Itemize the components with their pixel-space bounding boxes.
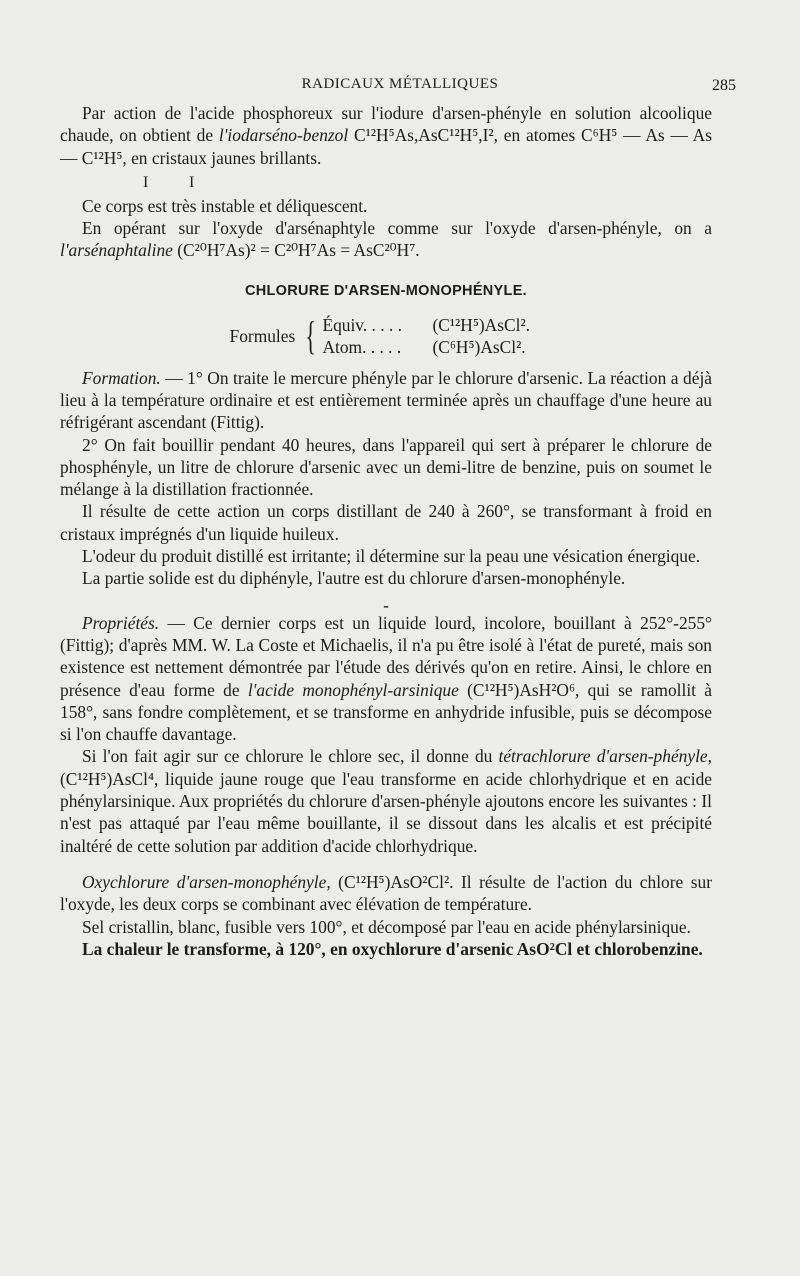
formula-kind: Équiv. . . . .	[322, 315, 402, 336]
text: C¹²H⁵As,AsC¹²H⁵,I², en atomes C⁶H⁵ — As — As — C¹²H⁵, en cristaux jaunes brillants.	[60, 125, 712, 168]
formula-value: (C¹²H⁵)AsCl².	[432, 315, 531, 336]
text: (C²⁰H⁷As)² = C²⁰H⁷As = AsC²⁰H⁷.	[172, 240, 420, 261]
compound-name: tétrachlorure d'arsen-phényle	[498, 746, 708, 767]
page-body	[60, 102, 712, 960]
iodine-label: I	[143, 173, 149, 191]
formula-row-equiv	[322, 314, 582, 336]
formation-label: Formation.	[82, 367, 161, 388]
text: — Ce dernier corps est un liquide lourd, incolore, bouillant à 252°-255° (Fittig); d'après MM. W. La Coste et Michaelis, il n'a pu être isolé à l'état de pureté, mais son existence est nettement démontrée par l'étude des dérivés qu'on en retire. Ainsi, le chlore en présence d'eau forme de	[60, 612, 712, 700]
running-head: RADICAUX MÉTALLIQUES	[301, 76, 499, 92]
text: En opérant sur l'oxyde d'arsénaphtyle comme sur l'oxyde d'arsen-phényle, on a	[82, 218, 712, 239]
text: Si l'on fait agir sur ce chlorure le chlore sec, il donne du	[82, 746, 499, 767]
text: Par action de l'acide phosphoreux sur l'iodure d'arsen-phényle en solution alcoolique chaude, on obtient de	[60, 103, 712, 146]
page-number: 285	[712, 77, 736, 94]
paragraph-instability: Ce corps est très instable et déliquescent.	[82, 195, 368, 216]
formulas-label: Formules	[229, 326, 296, 347]
formula-value: (C⁶H⁵)AsCl².	[432, 337, 526, 358]
paragraph-oxychloride-1	[60, 871, 712, 916]
text: — 1° On traite le mercure phényle par le chlorure d'arsenic. La réaction a déjà lieu à la température ordinaire et est entièrement terminée après un chauffage d'une heure au réfrigérant ascendant (Fittig).	[60, 367, 712, 433]
formula-row-atom	[322, 336, 582, 358]
paragraph-properties-2	[60, 745, 712, 856]
iodine-label: I	[189, 173, 195, 191]
paragraph-formation-3: Il résulte de cette action un corps distillant de 240 à 260°, se transformant à froid en cristaux imprégnés d'un liquide huileux.	[60, 501, 712, 544]
paragraph-formation-4: L'odeur du produit distillé est irritante; il détermine sur la peau une vésication énergique.	[82, 546, 701, 567]
paragraph-formation-1	[60, 367, 712, 434]
properties-label: Propriétés.	[82, 612, 160, 633]
separator-dash: -	[383, 594, 389, 615]
text: (C¹²H⁵)AsO²Cl². Il résulte de l'action du chlore sur l'oxyde, les deux corps se combinant avec élévation de température.	[60, 871, 712, 915]
bond-marks	[110, 169, 712, 189]
oxychloride-label: Oxychlorure d'arsen-monophényle,	[82, 871, 331, 892]
paragraph-formation-5: La partie solide est du diphényle, l'autre est du chlorure d'arsen-monophényle.	[82, 568, 626, 589]
brace-icon: {	[305, 313, 317, 359]
formulas-rows	[322, 314, 582, 359]
text: , (C¹²H⁵)AsCl⁴, liquide jaune rouge que l'eau transforme en acide chlorhydrique et en acide phénylarsinique. Aux propriétés du chlorure d'arsen-phényle ajoutons encore les suivantes : Il n'est pas attaqué par l'eau même bouillante, il se dissout dans les alcalis et est précipité inaltéré de cette solution par addition d'acide chlorhydrique.	[60, 746, 712, 856]
paragraph-arsenaphtaline	[60, 217, 712, 262]
formulas-block	[100, 314, 712, 359]
paragraph-properties-1	[60, 612, 712, 746]
text: (C¹²H⁵)AsH²O⁶, qui se ramollit à 158°, sans fondre complètement, et se transforme en anhydride infusible, puis se décompose si l'on chauffe davantage.	[60, 679, 712, 745]
paragraph-formation-2: 2° On fait bouillir pendant 40 heures, dans l'appareil qui sert à préparer le chlorure de phosphényle, un litre de chlorure d'arsenic avec un demi-litre de benzine, puis on soumet le mélange à la distillation fractionnée.	[60, 434, 712, 500]
paragraph-oxychloride-2: Sel cristallin, blanc, fusible vers 100°, et décomposé par l'eau en acide phénylarsinique.	[82, 916, 691, 937]
compound-name: l'acide monophényl-arsinique	[247, 679, 459, 700]
page-header	[0, 76, 800, 98]
compound-name: l'arsénaphtaline	[60, 240, 173, 261]
paragraph-iodarseno-benzol	[60, 102, 712, 169]
section-heading: CHLORURE D'ARSEN-MONOPHÉNYLE.	[244, 282, 528, 299]
formula-kind: Atom. . . . .	[322, 337, 402, 358]
compound-name: l'iodarséno-benzol	[218, 125, 349, 146]
paragraph-oxychloride-3: La chaleur le transforme, à 120°, en oxychlorure d'arsenic AsO²Cl et chlorobenzine.	[82, 938, 703, 959]
